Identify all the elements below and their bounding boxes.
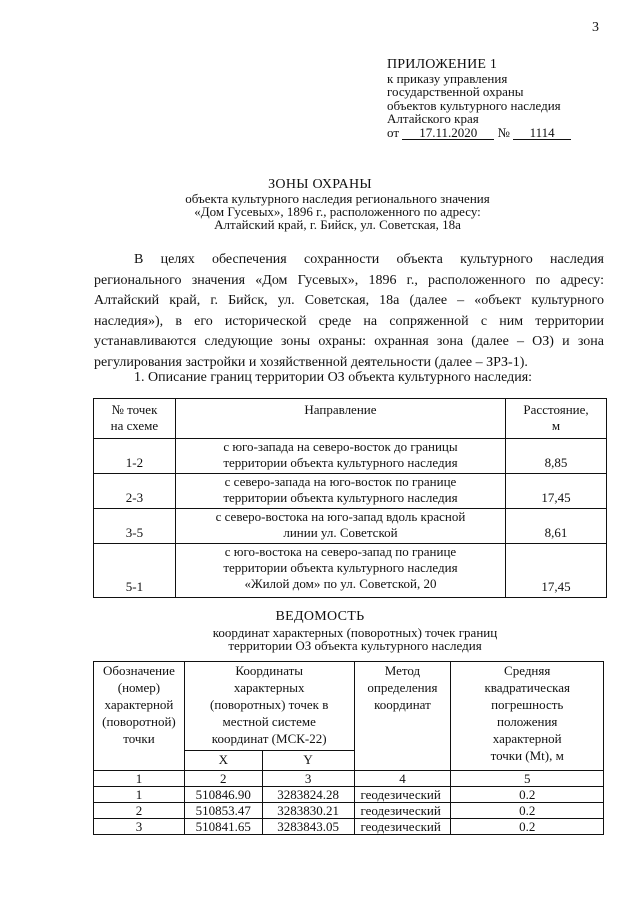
header-text: местной системе <box>222 714 316 729</box>
subtitle-line: координат характерных (поворотных) точек границ <box>212 625 498 640</box>
table-row <box>94 509 607 544</box>
error-value: 0.2 <box>451 803 604 819</box>
table-row <box>94 803 604 819</box>
table-row <box>94 819 604 835</box>
header-text: Координаты <box>235 663 304 678</box>
error-value: 0.2 <box>451 819 604 835</box>
row-points: 2-3 <box>94 474 176 509</box>
header-text: (поворотной) <box>102 714 176 729</box>
header-error <box>451 662 604 771</box>
row-points: 1-2 <box>94 439 176 474</box>
coord-x: 510841.65 <box>184 819 262 835</box>
order-date: 17.11.2020 <box>402 126 494 140</box>
subtitle-line: объекта культурного наследия регионального значения <box>185 191 490 206</box>
direction-line: с юго-запада на северо-восток до границы <box>223 439 458 454</box>
header-direction <box>175 399 505 439</box>
header-text: Метод <box>384 663 421 678</box>
point-number: 3 <box>94 819 185 835</box>
row-distance: 8,61 <box>506 509 607 544</box>
header-text: м <box>551 418 561 433</box>
column-number-row <box>94 771 604 787</box>
table-header-row <box>94 399 607 439</box>
method: геодезический <box>354 819 451 835</box>
appendix-line: к приказу управления <box>387 70 508 86</box>
coordinates-table <box>93 661 604 835</box>
header-text: (поворотных) точек в <box>210 697 329 712</box>
header-y: Y <box>262 751 354 771</box>
header-text: характерных <box>233 680 305 695</box>
coord-x: 510846.90 <box>184 787 262 803</box>
header-text: Направление <box>304 402 377 417</box>
column-number: 2 <box>184 771 262 787</box>
page-number: 3 <box>592 20 599 35</box>
coord-y: 3283830.21 <box>262 803 354 819</box>
table-header-row <box>94 662 604 751</box>
header-text: квадратическая <box>484 680 570 695</box>
direction-line: с северо-запада на юго-восток по границе <box>224 474 457 489</box>
column-number: 1 <box>94 771 185 787</box>
direction-line: с северо-востока на юго-запад вдоль красной <box>215 509 466 524</box>
direction-line: линии ул. Советской <box>283 525 398 540</box>
table-row <box>94 474 607 509</box>
appendix-line: объектов культурного наследия <box>387 97 561 113</box>
coord-x: 510853.47 <box>184 803 262 819</box>
column-number: 3 <box>262 771 354 787</box>
appendix-line: Алтайского края <box>387 111 479 126</box>
column-number: 4 <box>354 771 451 787</box>
header-text: на схеме <box>110 418 159 433</box>
header-text: характерной <box>104 697 174 712</box>
direction-line: территории объекта культурного наследия <box>223 560 458 575</box>
section-1-heading: 1. Описание границ территории ОЗ объекта культурного наследия: <box>134 370 533 385</box>
method: геодезический <box>354 787 451 803</box>
header-text: точки (Mt), м <box>490 748 564 763</box>
point-number: 1 <box>94 787 185 803</box>
row-distance: 17,45 <box>506 474 607 509</box>
header-text: определения <box>367 680 438 695</box>
direction-line: «Жилой дом» по ул. Советской, 20 <box>244 576 437 591</box>
row-direction <box>175 544 505 598</box>
header-text: (номер) <box>117 680 161 695</box>
direction-line: с юго-востока на северо-запад по границе <box>224 544 457 559</box>
row-points: 5-1 <box>94 544 176 598</box>
direction-line: территории объекта культурного наследия <box>223 455 458 470</box>
coord-y: 3283843.05 <box>262 819 354 835</box>
header-designation <box>94 662 185 771</box>
coord-y: 3283824.28 <box>262 787 354 803</box>
date-prefix: от <box>387 124 400 140</box>
row-direction <box>175 509 505 544</box>
header-text: координат (МСК-22) <box>211 731 327 746</box>
row-direction <box>175 439 505 474</box>
table-row <box>94 544 607 598</box>
error-value: 0.2 <box>451 787 604 803</box>
vedomost-subtitle <box>190 626 520 652</box>
header-text: № точек <box>111 402 158 417</box>
header-method <box>354 662 451 771</box>
method: геодезический <box>354 803 451 819</box>
subtitle-line: территории ОЗ объекта культурного наследия <box>228 638 482 653</box>
direction-line: территории объекта культурного наследия <box>223 490 458 505</box>
table-row <box>94 439 607 474</box>
column-number: 5 <box>451 771 604 787</box>
order-number: 1114 <box>513 126 571 140</box>
number-label: № <box>497 124 510 140</box>
appendix-line: государственной охраны <box>387 84 524 99</box>
header-distance <box>506 399 607 439</box>
row-distance: 17,45 <box>506 544 607 598</box>
intro-paragraph: В целях обеспечения сохранности объекта культурного наследия регионального значения «Дом Гусевых», 1896 г., расположенного по адресу: Алтайский край, г. Бийск, ул. Советская, 18а (далее – «объект культурного наследия»), в его исторической среде на сопряженной с ним территории устанавливаются следующие зоны охраны: охранная зона (далее – ОЗ) и зона регулирования застройки и хозяйственной деятельности (далее – ЗРЗ-1). <box>94 252 604 370</box>
header-text: положения <box>496 714 558 729</box>
point-number: 2 <box>94 803 185 819</box>
header-text: Обозначение <box>103 663 175 678</box>
row-direction <box>175 474 505 509</box>
boundary-table <box>93 398 607 598</box>
zones-subtitle <box>140 192 535 231</box>
appendix-date-line <box>387 126 571 140</box>
header-x: X <box>184 751 262 771</box>
subtitle-line: Алтайский край, г. Бийск, ул. Советская, 18а <box>214 217 461 232</box>
table-row <box>94 787 604 803</box>
header-coordinates <box>184 662 354 751</box>
appendix-block <box>387 58 571 140</box>
header-text: координат <box>374 697 431 712</box>
appendix-title: ПРИЛОЖЕНИЕ 1 <box>387 57 498 72</box>
header-points <box>94 399 176 439</box>
header-text: Средняя <box>504 663 551 678</box>
zones-title: ЗОНЫ ОХРАНЫ <box>268 177 372 192</box>
vedomost-title: ВЕДОМОСТЬ <box>275 609 365 624</box>
header-text: Расстояние, <box>523 402 589 417</box>
row-points: 3-5 <box>94 509 176 544</box>
row-distance: 8,85 <box>506 439 607 474</box>
header-text: погрешность <box>491 697 564 712</box>
subtitle-line: «Дом Гусевых», 1896 г., расположенного по адресу: <box>194 204 481 219</box>
header-text: характерной <box>492 731 562 746</box>
header-text: точки <box>123 731 155 746</box>
